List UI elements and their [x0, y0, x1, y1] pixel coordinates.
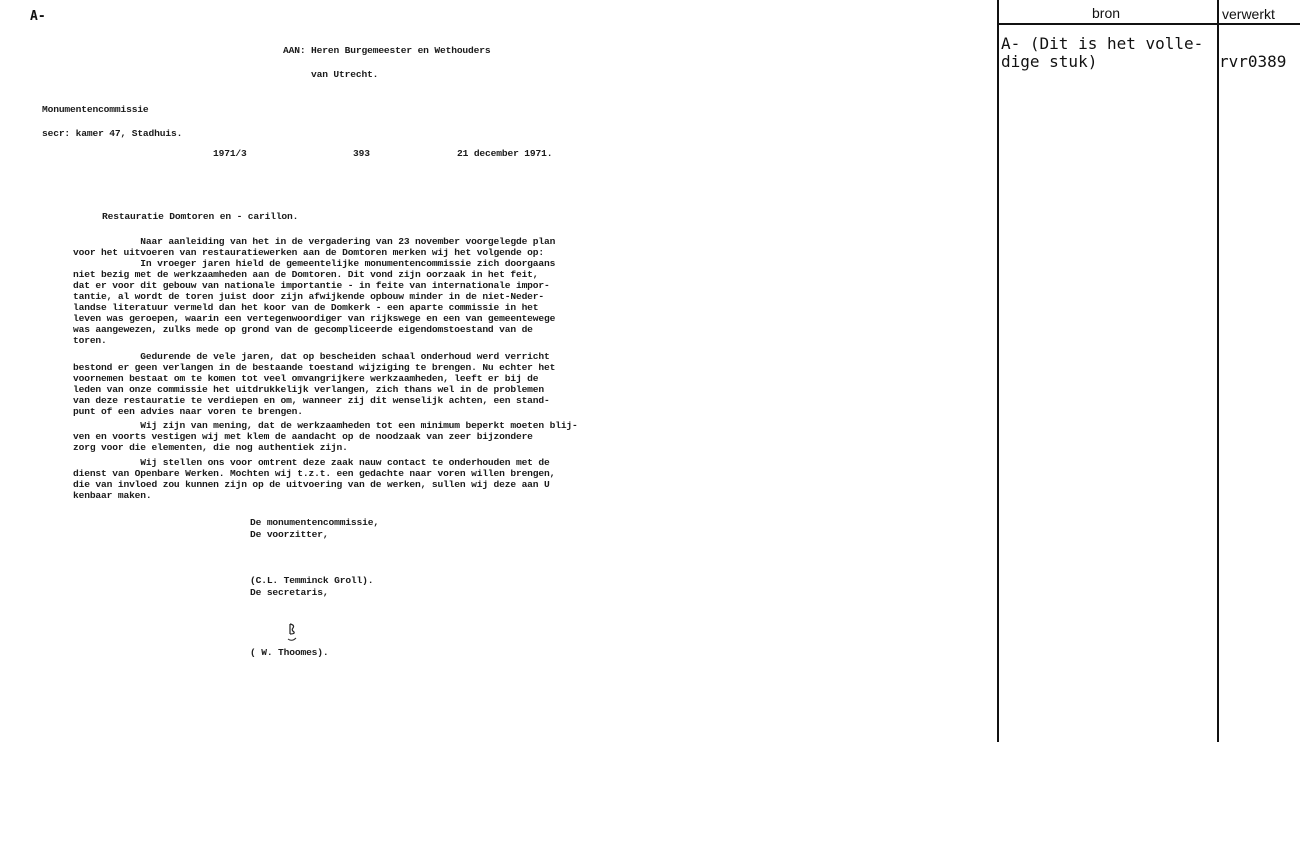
body-line: dienst van Openbare Werken. Mochten wij t.z.t. een gedachte naar voren willen brengen,	[73, 468, 556, 479]
body-line: landse literatuur vermeld dan het koor van de Domkerk - een aparte commissie in het	[73, 302, 539, 313]
body-line: kenbaar maken.	[73, 490, 152, 501]
bron-cell-line-1: A- (Dit is het volle-	[1001, 34, 1204, 53]
body-line: bestond er geen verlangen in de bestaande toestand wijziging te brengen. Nu echter het	[73, 362, 556, 373]
page-mark: A-	[30, 9, 46, 24]
secretary-name: ( W. Thoomes).	[250, 647, 329, 658]
sender-name: Monumentencommissie	[42, 104, 149, 115]
body-line: punt of een advies naar voren te brengen.	[73, 406, 303, 417]
body-line: die van invloed zou kunnen zijn op de uitvoering van de werken, sullen wij deze aan U	[73, 479, 550, 490]
body-line: voornemen bestaat om te komen tot veel omvangrijkere werkzaamheden, leeft er bij de	[73, 373, 539, 384]
body-line: Wij zijn van mening, dat de werkzaamheden tot een minimum beperkt moeten blij-	[73, 420, 578, 431]
table-left-border	[997, 0, 999, 742]
body-line: toren.	[73, 335, 107, 346]
signature-scribble	[286, 622, 298, 644]
body-line: leden van onze commissie het uitdrukkelijk verlangen, zich thans wel in de problemen	[73, 384, 545, 395]
body-line: Naar aanleiding van het in de vergadering van 23 november voorgelegde plan	[73, 236, 556, 247]
sender-address: secr: kamer 47, Stadhuis.	[42, 128, 183, 139]
addressee-line-2: van Utrecht.	[311, 69, 379, 80]
body-line: leven was geroepen, waarin een vertegenwoordiger van rijkswege en een van gemeentewege	[73, 313, 556, 324]
verwerkt-cell: rvr0389	[1219, 52, 1287, 71]
bron-cell-line-2: dige stuk)	[1001, 52, 1098, 71]
subject-line: Restauratie Domtoren en - carillon.	[102, 211, 299, 222]
body-line: niet bezig met de werkzaamheden aan de Domtoren. Dit vond zijn oorzaak in het feit,	[73, 269, 539, 280]
addressee-line-1: AAN: Heren Burgemeester en Wethouders	[283, 45, 491, 56]
reference-number: 1971/3	[213, 148, 247, 159]
body-line: voor het uitvoeren van restauratiewerken aan de Domtoren merken wij het volgende op:	[73, 247, 545, 258]
reference-code: 393	[353, 148, 370, 159]
closing-committee: De monumentencommissie,	[250, 517, 379, 528]
table-header-rule	[997, 23, 1300, 25]
body-line: In vroeger jaren hield de gemeentelijke monumentencommissie zich doorgaans	[73, 258, 556, 269]
body-line: dat er voor dit gebouw van nationale importantie - in feite van internationale impor-	[73, 280, 550, 291]
secretary-title: De secretaris,	[250, 587, 329, 598]
letter-date: 21 december 1971.	[457, 148, 553, 159]
body-line: Wij stellen ons voor omtrent deze zaak nauw contact te onderhouden met de	[73, 457, 550, 468]
column-header-bron: bron	[1092, 5, 1121, 21]
closing-chair-title: De voorzitter,	[250, 529, 329, 540]
body-line: Gedurende de vele jaren, dat op bescheiden schaal onderhoud werd verricht	[73, 351, 550, 362]
body-line: ven en voorts vestigen wij met klem de aandacht op de noodzaak van zeer bijzondere	[73, 431, 533, 442]
column-header-verwerkt: verwerkt	[1222, 6, 1275, 22]
body-line: van deze restauratie te verdiepen en om, wanneer zij dit wenselijk achten, een stand-	[73, 395, 550, 406]
body-line: tantie, al wordt de toren juist door zijn afwijkende opbouw minder in de niet-Neder-	[73, 291, 545, 302]
body-line: zorg voor die elementen, die nog authentiek zijn.	[73, 442, 348, 453]
body-line: was aangewezen, zulks mede op grond van de gecompliceerde eigendomstoestand van de	[73, 324, 533, 335]
chair-name: (C.L. Temminck Groll).	[250, 575, 374, 586]
signature-mark	[286, 622, 298, 648]
table-column-divider	[1217, 0, 1219, 742]
